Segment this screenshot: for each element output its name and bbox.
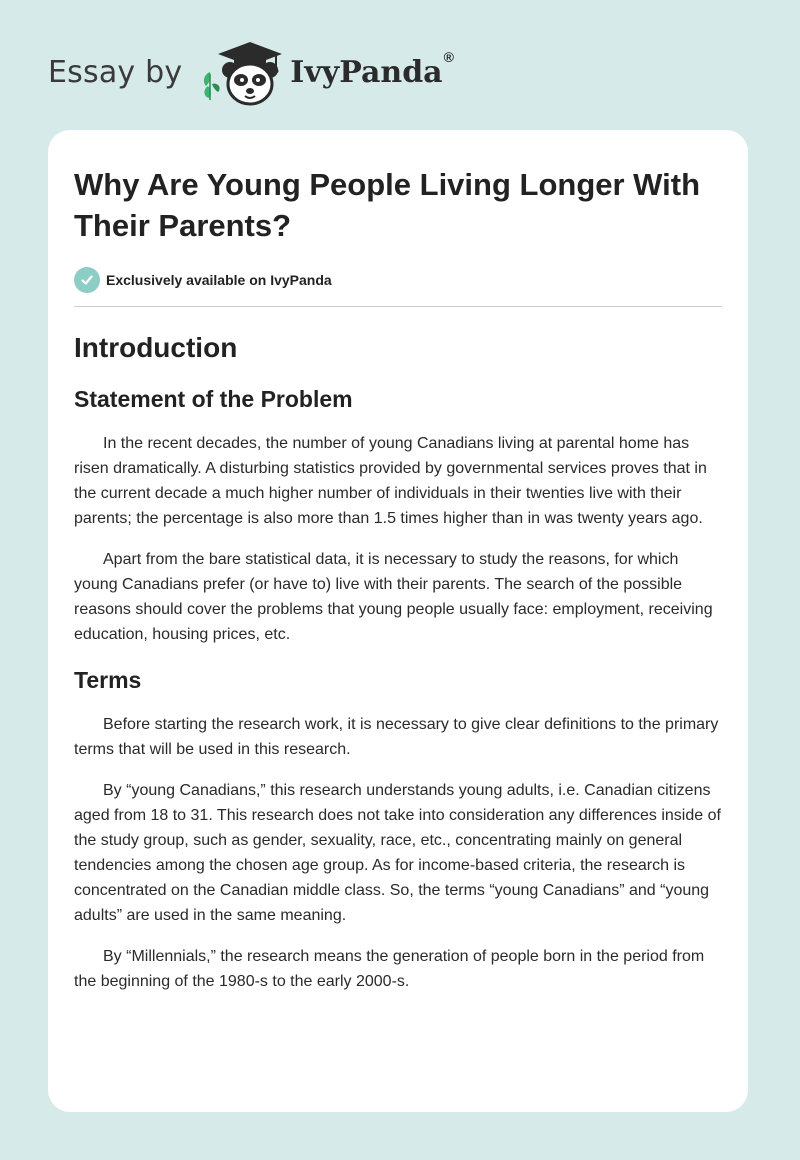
brand-header <box>48 36 454 108</box>
subsection-heading-statement-of-problem: Statement of the Problem <box>74 386 353 412</box>
article-card <box>48 130 748 1112</box>
brand-name[interactable]: IvyPanda® <box>290 48 454 90</box>
page-title: Why Are Young People Living Longer With Their Parents? <box>74 167 701 243</box>
brand-prefix: Essay by <box>48 54 183 90</box>
divider <box>74 306 722 307</box>
paragraph: By “Millennials,” the research means the generation of people born in the period from the beginning of the 1980-s to the early 2000-s. <box>74 948 705 990</box>
exclusive-badge <box>74 266 722 294</box>
panda-logo-icon[interactable] <box>196 36 288 108</box>
subsection-heading-terms: Terms <box>74 667 142 693</box>
paragraph: By “young Canadians,” this research understands young adults, i.e. Canadian citizens aged from 18 to 31. This research does not take into consideration any differences inside of the study group, such as gender, sexuality, race, etc., concentrating mainly on general tendencies among the chosen age group. As for income-based criteria, the research is concentrated on the Canadian middle class. So, the terms “young Canadians” and “young adults” are used in the same meaning. <box>74 782 721 924</box>
exclusive-label: Exclusively available on IvyPanda <box>106 272 332 288</box>
check-icon <box>74 267 100 293</box>
registered-mark: ® <box>443 48 454 65</box>
paragraph: In the recent decades, the number of young Canadians living at parental home has risen dramatically. A disturbing statistics provided by governmental services proves that in the current decade a much higher number of individuals in their twenties live with their parents; the percentage is also more than 1.5 times higher than in was twenty years ago. <box>74 435 707 527</box>
ivy-leaf-icon <box>204 72 220 100</box>
paragraph: Before starting the research work, it is necessary to give clear definitions to the primary terms that will be used in this research. <box>74 716 719 758</box>
panda-head-icon <box>222 62 278 104</box>
section-heading-introduction: Introduction <box>74 332 238 363</box>
paragraph: Apart from the bare statistical data, it is necessary to study the reasons, for which young Canadians prefer (or have to) live with their parents. The search of the possible reasons should cover the problems that young people usually face: employment, receiving education, housing prices, etc. <box>74 551 713 643</box>
